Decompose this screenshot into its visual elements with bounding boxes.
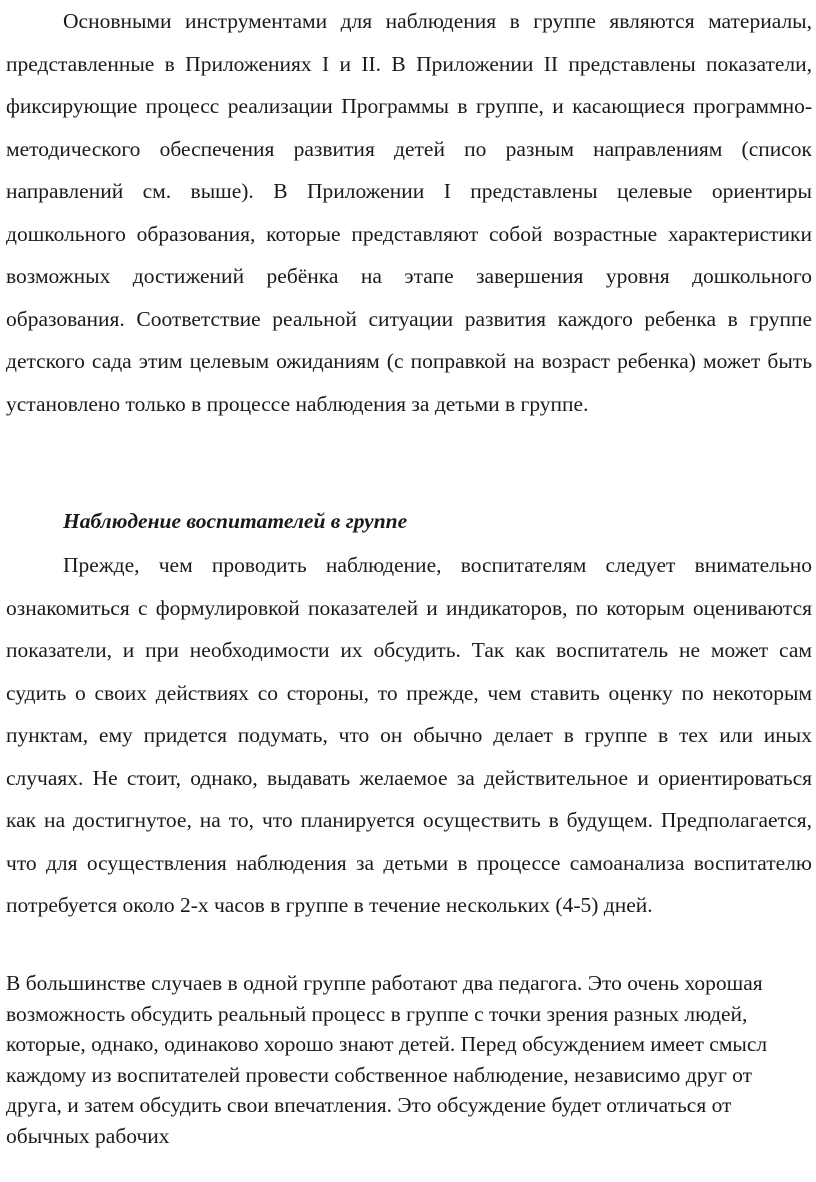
- paragraph-two-teachers: В большинстве случаев в одной группе работают два педагога. Это очень хорошая возможность обсудить реальный процесс в группе с точки зрения разных людей, которые, однако, одинаково хорошо знают детей. Перед обсуждением имеет смысл каждому из воспитателей провести собственное наблюдение, независимо друг от друга, и затем обсудить свои впечатления. Это обсуждение будет отличаться от обычных рабочих: [6, 971, 768, 1148]
- paragraph-before-observation: Прежде, чем проводить наблюдение, воспитателям следует внимательно ознакомиться с формулировкой показателей и индикаторов, по которым оцениваются показатели, и при необходимости их обсудить. Так как воспитатель не может сам судить о своих действиях со стороны, то прежде, чем ставить оценку по некоторым пунктам, ему придется подумать, что он обычно делает в группе в тех или иных случаях. Не стоит, однако, выдавать желаемое за действительное и ориентироваться как на достигнутое, на то, что планируется осуществить в будущем. Предполагается, что для осуществления наблюдения за детьми в процессе самоанализа воспитателю потребуется около 2-х часов в группе в течение нескольких (4-5) дней.: [6, 553, 812, 917]
- paragraph-observation-tools: Основными инструментами для наблюдения в группе являются материалы, представленные в Приложениях I и II. В Приложении II представлены показатели, фиксирующие процесс реализации Программы в группе, и касающиеся программно-методического обеспечения развития детей по разным направлениям (список направлений см. выше). В Приложении I представлены целевые ориентиры дошкольного образования, которые представляют собой возрастные характеристики возможных достижений ребёнка на этапе завершения уровня дошкольного образования. Соответствие реальной ситуации развития каждого ребенка в группе детского сада этим целевым ожиданиям (с поправкой на возраст ребенка) может быть установлено только в процессе наблюдения за детьми в группе.: [6, 9, 812, 416]
- section-heading: Наблюдение воспитателей в группе: [63, 509, 408, 533]
